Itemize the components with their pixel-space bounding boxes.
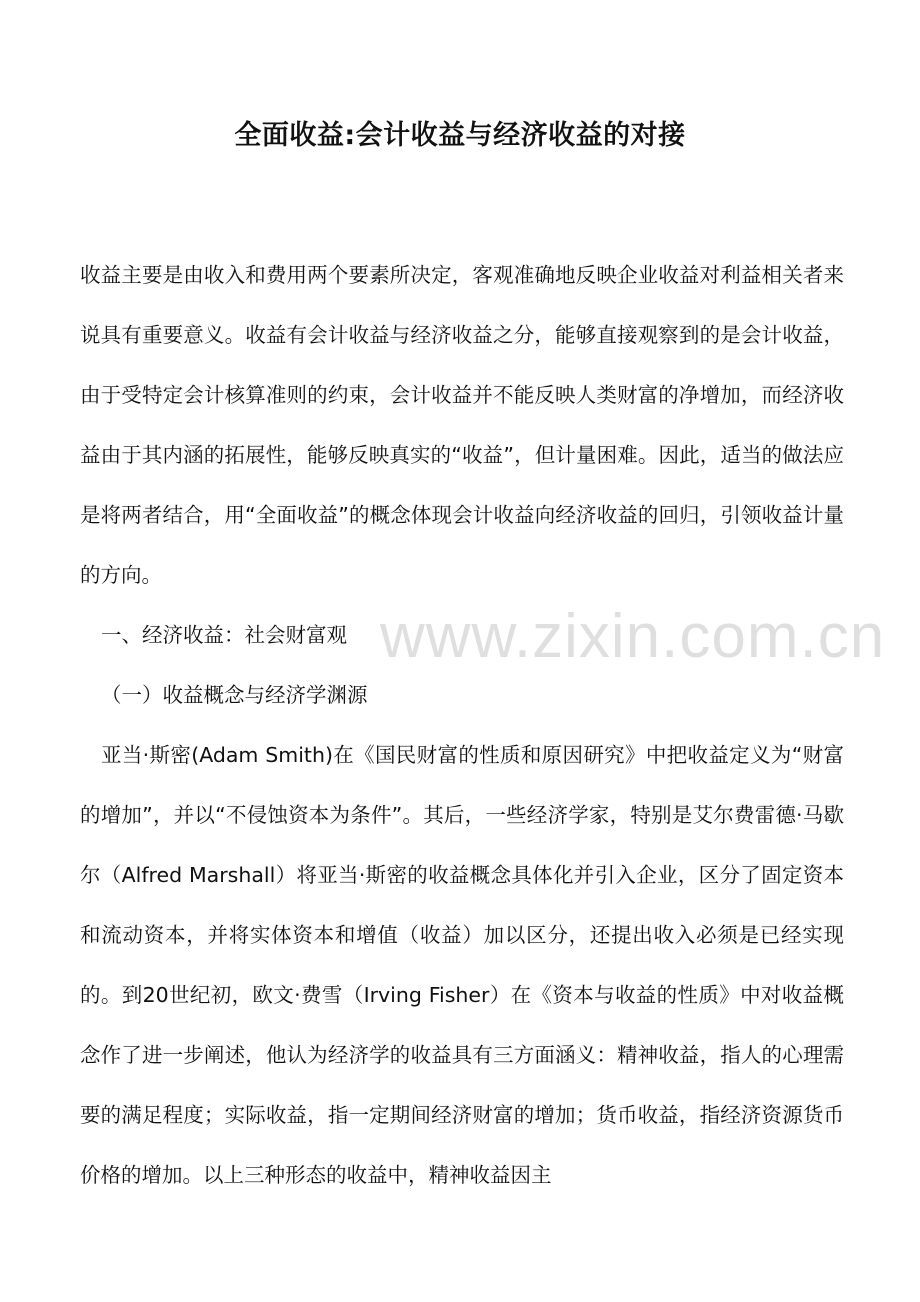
paragraph-intro: 收益主要是由收入和费用两个要素所决定，客观准确地反映企业收益对利益相关者来说具有重要意义。收益有会计收益与经济收益之分，能够直接观察到的是会计收益，由于受特定会计核算准则的约束，会计收益并不能反映人类财富的净增加，而经济收益由于其内涵的拓展性，能够反映真实的“收益”，但计量困难。因此，适当的做法应是将两者结合，用“全面收益”的概念体现会计收益向经济收益的回归，引领收益计量的方向。 [80,263,844,587]
section-heading: 一、经济收益：社会财富观 [101,623,347,647]
document-body [80,245,844,1205]
watermark-text: www.zixin.com.cn [380,602,886,671]
paragraph-history: 亚当·斯密(Adam Smith)在《国民财富的性质和原因研究》中把收益定义为“财富的增加”，并以“不侵蚀资本为条件”。其后，一些经济学家，特别是艾尔费雷德·马歇尔（Alfred Marshall）将亚当·斯密的收益概念具体化并引入企业，区分了固定资本和流动资本，并将实体资本和增值（收益）加以区分，还提出收入必须是已经实现的。到20世纪初，欧文·费雪（Irving Fisher）在《资本与收益的性质》中对收益概念作了进一步阐述，他认为经济学的收益具有三方面涵义：精神收益，指人的心理需要的满足程度；实际收益，指一定期间经济财富的增加；货币收益，指经济资源货币价格的增加。以上三种形态的收益中，精神收益因主 [80,743,844,1187]
subsection-heading: （一）收益概念与经济学渊源 [101,683,368,707]
document-title: 全面收益:会计收益与经济收益的对接 [234,120,686,151]
